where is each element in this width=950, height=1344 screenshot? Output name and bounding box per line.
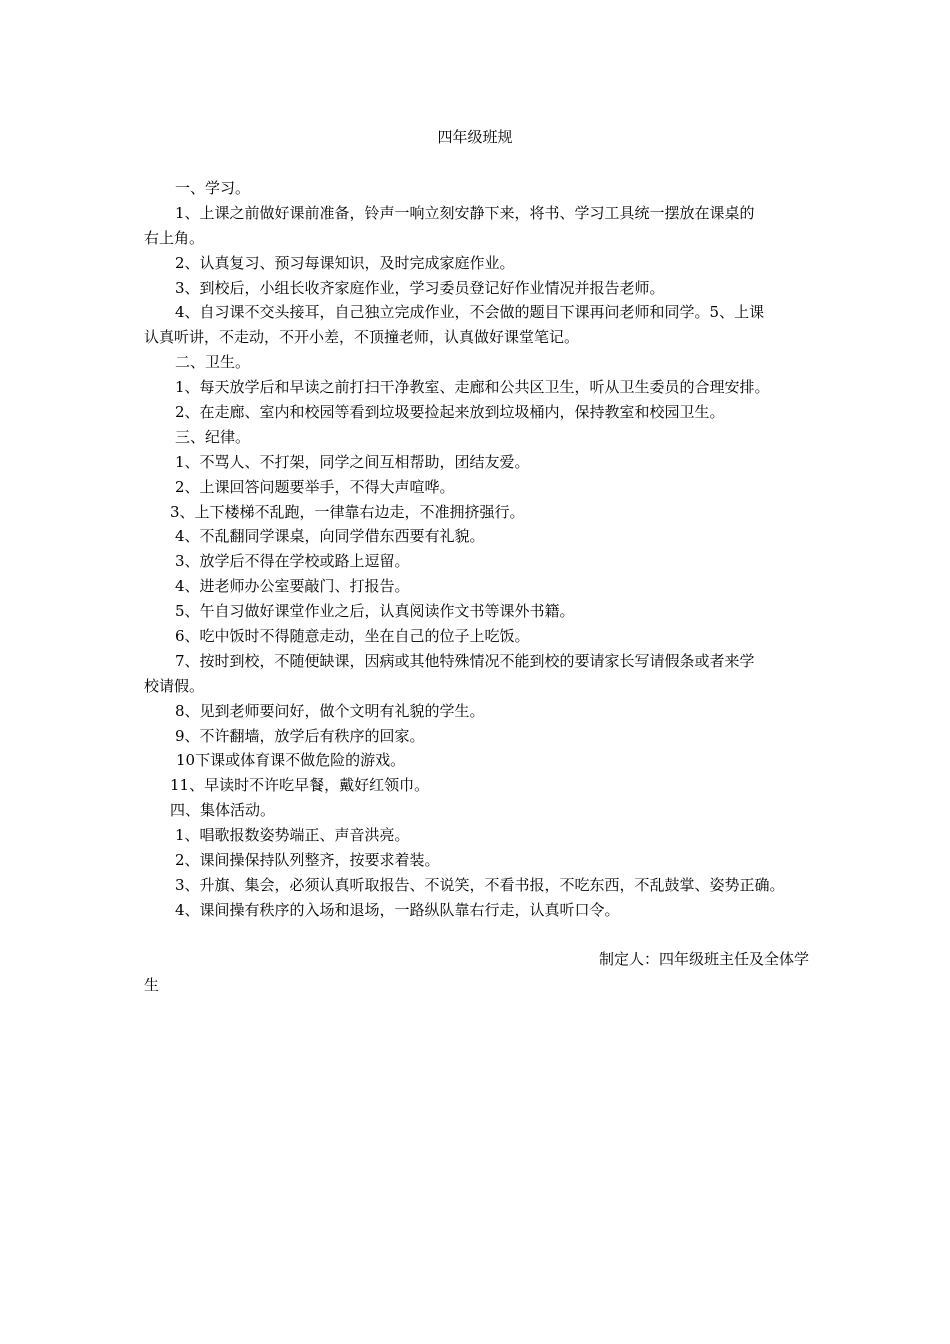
paragraph-line: 1、上课之前做好课前准备，铃声一响立刻安静下来，将书、学习工具统一摆放在课桌的 bbox=[175, 203, 755, 222]
paragraph-line: 11、早读时不许吃早餐，戴好红领巾。 bbox=[170, 776, 430, 795]
paragraph-line: 认真听讲，不走动，不开小差，不顶撞老师，认真做好课堂笔记。 bbox=[144, 328, 580, 347]
paragraph-line: 4、课间操有秩序的入场和退场，一路纵队靠右行走，认真听口令。 bbox=[175, 900, 620, 919]
paragraph-line: 6、吃中饭时不得随意走动，坐在自己的位子上吃饭。 bbox=[175, 627, 530, 646]
paragraph-line: 10下课或体育课不做危险的游戏。 bbox=[176, 751, 406, 770]
section-heading-hygiene: 二、卫生。 bbox=[175, 353, 251, 372]
paragraph-line: 8、见到老师要问好，做个文明有礼貌的学生。 bbox=[175, 701, 485, 720]
signature-line: 制定人：四年级班主任及全体学 bbox=[598, 950, 809, 968]
paragraph-line: 3、放学后不得在学校或路上逗留。 bbox=[175, 552, 410, 571]
paragraph-line: 7、按时到校，不随便缺课，因病或其他特殊情况不能到校的要请家长写请假条或者来学 bbox=[175, 651, 755, 670]
paragraph-line: 3、升旗、集会，必须认真听取报告、不说笑，不看书报，不吃东西，不乱鼓掌、姿势正确。 bbox=[175, 875, 785, 894]
paragraph-line: 1、每天放学后和早读之前打扫干净教室、走廊和公共区卫生，听从卫生委员的合理安排。 bbox=[175, 378, 770, 397]
signature-block bbox=[144, 946, 809, 998]
paragraph-line: 右上角。 bbox=[144, 228, 205, 247]
paragraph-line: 校请假。 bbox=[144, 676, 205, 695]
paragraph-line: 9、不许翻墙，放学后有秩序的回家。 bbox=[175, 726, 425, 745]
section-heading-discipline: 三、纪律。 bbox=[175, 427, 251, 446]
document-title: 四年级班规 bbox=[437, 128, 513, 146]
document-body bbox=[144, 176, 814, 923]
signature-line-continued: 生 bbox=[144, 976, 160, 994]
paragraph-line: 4、自习课不交头接耳，自己独立完成作业，不会做的题目下课再问老师和同学。5、上课 bbox=[175, 303, 765, 322]
paragraph-line: 4、不乱翻同学课桌，向同学借东西要有礼貌。 bbox=[175, 527, 485, 546]
paragraph-line: 2、课间操保持队列整齐，按要求着装。 bbox=[175, 851, 440, 870]
paragraph-line: 2、上课回答问题要举手，不得大声喧哗。 bbox=[175, 477, 455, 496]
paragraph-line: 4、进老师办公室要敲门、打报告。 bbox=[175, 577, 410, 596]
section-heading-group-activities: 四、集体活动。 bbox=[170, 801, 276, 820]
paragraph-line: 3、到校后，小组长收齐家庭作业，学习委员登记好作业情况并报告老师。 bbox=[175, 278, 665, 297]
paragraph-line: 1、唱歌报数姿势端正、声音洪亮。 bbox=[175, 826, 410, 845]
paragraph-line: 2、认真复习、预习每课知识，及时完成家庭作业。 bbox=[175, 253, 515, 272]
paragraph-line: 2、在走廊、室内和校园等看到垃圾要捡起来放到垃圾桶内，保持教室和校园卫生。 bbox=[175, 403, 725, 422]
paragraph-line: 1、不骂人、不打架，同学之间互相帮助，团结友爱。 bbox=[175, 452, 530, 471]
section-heading-study: 一、学习。 bbox=[175, 179, 251, 197]
paragraph-line: 5、午自习做好课堂作业之后，认真阅读作文书等课外书籍。 bbox=[175, 602, 575, 621]
paragraph-line: 3、上下楼梯不乱跑，一律靠右边走，不准拥挤强行。 bbox=[170, 502, 525, 521]
